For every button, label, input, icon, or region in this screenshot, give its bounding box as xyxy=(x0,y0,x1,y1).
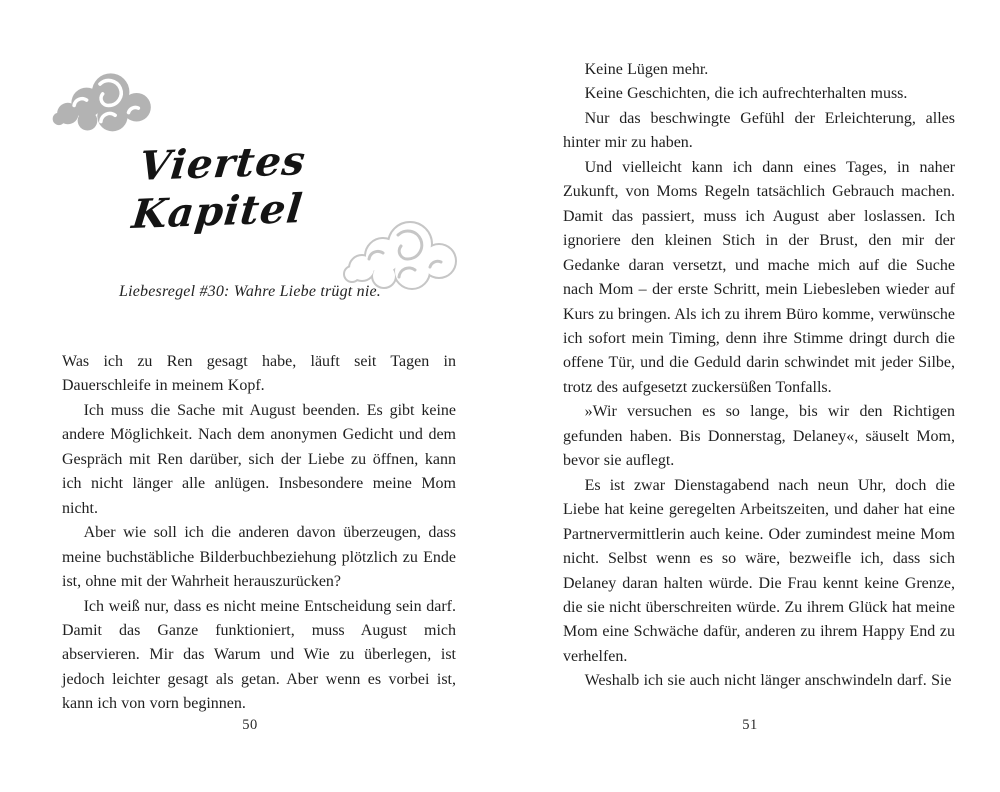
paragraph: Ich weiß nur, dass es nicht meine Entscheidung sein darf. Damit das Ganze funktioniert, muss August mich abservieren. Mir das Warum und Wie zu überlegen, ist jedoch leichter gesagt als getan. Aber wenn es vorbei ist, kann ich von vorn beginnen. xyxy=(62,597,456,713)
left-page-number: 50 xyxy=(242,717,258,733)
paragraph: Aber wie soll ich die anderen davon überzeugen, dass meine buchstäbliche Bilderbuchbeziehung plötzlich zu Ende ist, ohne mit der Wahrheit herauszurücken? xyxy=(62,524,456,591)
right-page-number: 51 xyxy=(742,717,758,733)
chapter-title-line1: Viertes xyxy=(137,137,309,190)
left-page-text xyxy=(62,350,456,717)
paragraph: Es ist zwar Dienstagabend nach neun Uhr, doch die Liebe hat keine geregelten Arbeitszeiten, und daher hat eine Partnervermittlerin auch keine. Oder zumindest meine Mom nicht. Selbst wenn es so wäre, bezweifle ich, dass sich Delaney daran halten würde. Die Frau kennt keine Grenze, die sie nicht überschreiten würde. Zu ihrem Glück hat meine Mom eine Schwäche dafür, anderen zu ihrem Happy End zu verhelfen. xyxy=(563,476,955,665)
paragraph: Und vielleicht kann ich dann eines Tages, in naher Zukunft, von Moms Regeln tatsächlich Gebrauch machen. Damit das passiert, muss ich August aber loslassen. Ich ignoriere den kleinen Stich in der Brust, den mir der Gedanke daran versetzt, und mache mich auf die Suche nach Mom – der erste Schritt, mein Liebesleben wieder auf Kurs zu bringen. Als ich zu ihrem Büro komme, verwünsche ich sofort mein Timing, denn ihre Stimme dringt durch die offene Tür, und die Geduld darin schwindet mit jeder Silbe, trotz des aufgesetzt zuckersüßen Tonfalls. xyxy=(563,158,955,396)
chapter-title-line2: Kapitel xyxy=(129,185,306,238)
paragraph: Keine Lügen mehr. xyxy=(584,61,709,78)
paragraph: Was ich zu Ren gesagt habe, läuft seit Tagen in Dauerschleife in meinem Kopf. xyxy=(62,353,456,395)
outline-cloud-icon xyxy=(341,214,473,294)
filled-cloud-icon xyxy=(50,64,166,138)
paragraph: Weshalb ich sie auch nicht länger anschwindeln darf. Sie xyxy=(584,672,952,690)
right-page-text xyxy=(563,58,955,694)
chapter-subtitle: Liebesregel #30: Wahre Liebe trügt nie. xyxy=(119,283,381,300)
right-page xyxy=(500,0,1000,792)
paragraph: Ich muss die Sache mit August beenden. Es gibt keine andere Möglichkeit. Nach dem anonymen Gedicht und dem Gespräch mit Ren darüber, sich der Liebe zu öffnen, kann ich nicht länger alle anlügen. Insbesondere meine Mom nicht. xyxy=(62,401,456,517)
paragraph: Nur das beschwingte Gefühl der Erleichterung, alles hinter mir zu haben. xyxy=(563,109,955,152)
paragraph: Keine Geschichten, die ich aufrechterhalten muss. xyxy=(584,85,908,103)
paragraph: »Wir versuchen es so lange, bis wir den Richtigen gefunden haben. Bis Donnerstag, Delaney«, säuselt Mom, bevor sie auflegt. xyxy=(563,403,955,470)
